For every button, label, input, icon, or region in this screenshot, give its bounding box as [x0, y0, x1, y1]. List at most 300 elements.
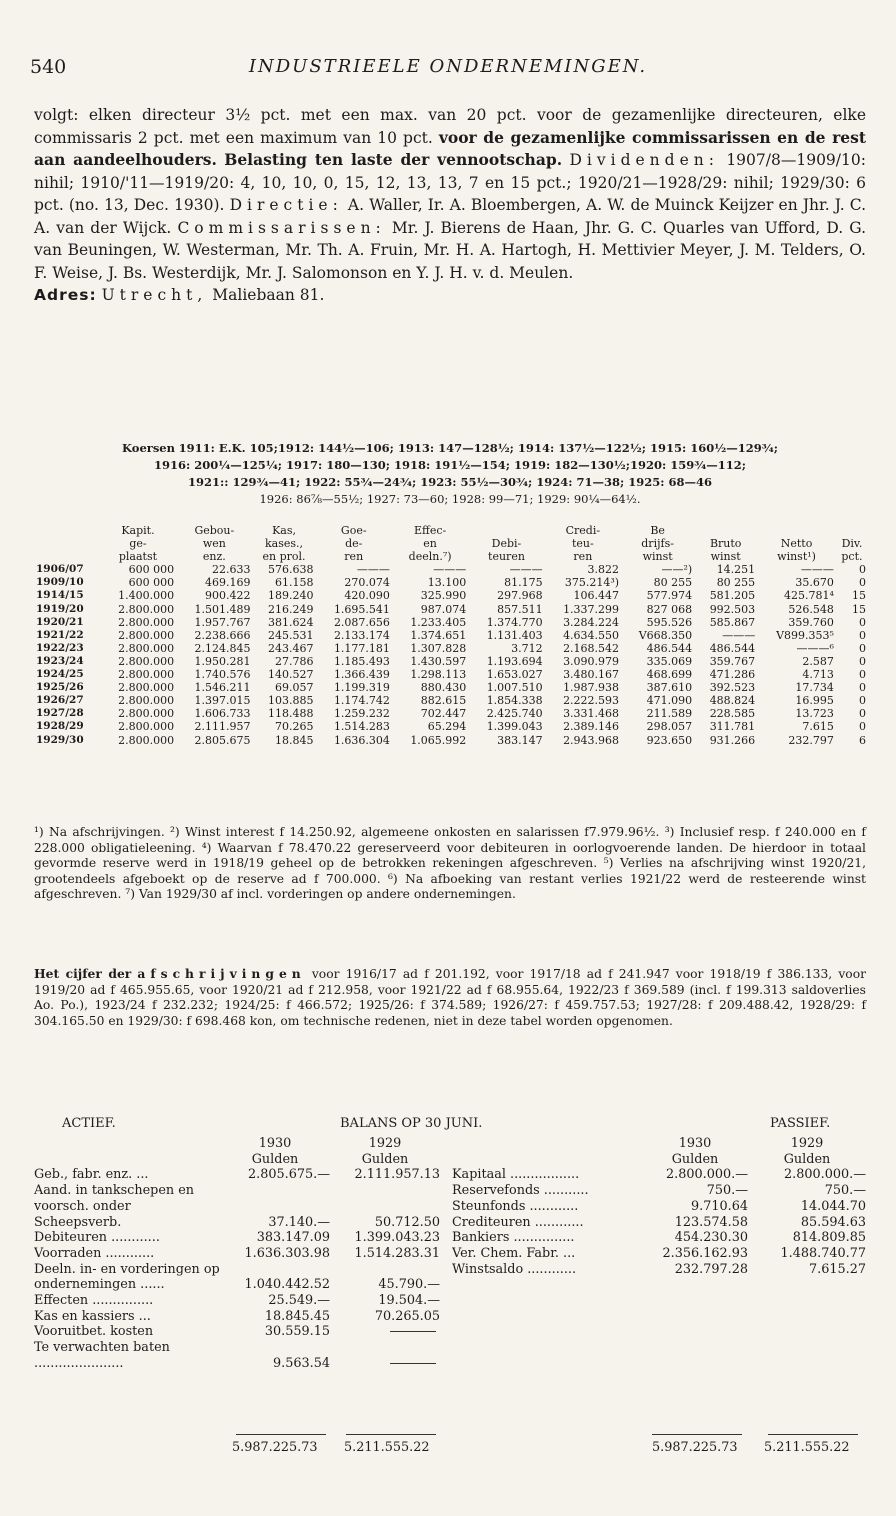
- table-cell: 1.374.770: [486, 615, 543, 629]
- table-cell: 4.713: [802, 668, 834, 682]
- dividenden-text: 1907/8—1909/10: nihil; 1910/'11—1919/20: 4, 10, 10, 0, 15, 12, 13, 13, 7 en 15 pct.; 1920/21—1928/29: nihil; 1929/30: 6 pct. (no. 13, Dec. 1930).: [34, 151, 866, 214]
- dividenden-label: Dividenden:: [569, 151, 719, 169]
- table-header-cell: en: [423, 537, 437, 551]
- table-cell: 2.800.000: [118, 654, 175, 668]
- table-row: [34, 616, 868, 629]
- table-cell: 1.259.232: [333, 707, 390, 721]
- table-cell: 15: [852, 589, 866, 603]
- passief-value-1929: 85.594.63: [800, 1214, 866, 1230]
- actief-year-1929: 1929: [368, 1136, 402, 1151]
- financial-table-body: [34, 563, 868, 746]
- actief-value-1929: 45.790.—: [378, 1277, 440, 1293]
- table-cell: 1.366.439: [333, 668, 390, 682]
- koersen-line-2: 1916: 200¼—125¼; 1917: 180—130; 1918: 191½—154; 1919: 182—130½;1920: 159¾—112;: [153, 458, 747, 472]
- actief-unit-1930: Gulden: [251, 1151, 299, 1167]
- table-cell: 1.131.403: [486, 628, 543, 642]
- table-cell: 2.800.000: [118, 707, 175, 721]
- actief-row: [34, 1293, 440, 1309]
- adres-label: Adres:: [34, 286, 97, 304]
- table-cell: 359.767: [709, 654, 756, 668]
- table-year-cell: 1920/21: [36, 615, 84, 628]
- table-cell: 471.090: [646, 694, 693, 708]
- table-cell: 106.447: [573, 589, 620, 603]
- actief-year-header: [34, 1136, 440, 1152]
- table-cell: 381.624: [268, 615, 314, 629]
- table-row: [34, 694, 868, 707]
- table-cell: 600 000: [128, 563, 175, 577]
- table-row: [34, 655, 868, 668]
- table-cell: 3.090.979: [563, 654, 620, 668]
- actief-year-1930: 1930: [258, 1136, 292, 1151]
- intro-text-3: Belasting ten laste der vennootschap.: [224, 150, 563, 169]
- intro-text-1: volgt: elken directeur 3½ pct. met een max. van 20 pct. voor de gezamenlijke directeuren, elke commissaris 2 pct. met een maximum van 10 pct.: [34, 106, 866, 147]
- passief-row: [452, 1262, 866, 1278]
- passief-label: Ver. Chem. Fabr. ...: [452, 1245, 576, 1261]
- actief-row: [34, 1262, 440, 1293]
- intro-text-2: voor de gezamenlijke commissarissen en de rest aan aandeelhouders.: [34, 127, 866, 169]
- adres-street: Maliebaan 81.: [212, 286, 325, 304]
- table-cell: 375.214³): [564, 576, 620, 590]
- passief-label: Reservefonds ...........: [452, 1183, 589, 1199]
- actief-total-1930: 5.987.225.73: [232, 1440, 318, 1455]
- passief-value-1929: 750.—: [824, 1183, 866, 1199]
- table-header-row: [34, 524, 868, 537]
- table-header-row: [34, 537, 868, 550]
- table-row: [34, 603, 868, 616]
- actief-label: Effecten ...............: [34, 1293, 154, 1309]
- table-cell: 80 255: [716, 576, 756, 590]
- actief-value-1929: [330, 1324, 440, 1340]
- passief-title: PASSIEF.: [770, 1116, 831, 1131]
- table-cell: 702.447: [420, 707, 467, 721]
- passief-row: [452, 1183, 866, 1199]
- afschrijving-rest: voor 1916/17 ad f 201.192, voor 1917/18 ad f 241.947 voor 1918/19 f 386.133, voor 1919/20 ad f 465.955.65, voor 1920/21 ad f 212.958, voor 1921/22 ad f 68.955.64, 1922/23 f 369.589 (incl. f 199.313 saldoverlies Ao. Po.), 1923/24 f 232.232; 1924/25: f 466.572; 1925/26: f 374.589; 1926/27: f 459.757.53; 1927/28: f 209.488.42, 1928/29: f 304.165.50 en 1929/30: f 698.468 kon, om technische redenen, niet in deze tabel worden opgenomen.: [34, 967, 866, 1028]
- table-header-row: [34, 550, 868, 563]
- table-cell: 1.987.938: [563, 681, 620, 695]
- table-cell: 469.169: [205, 576, 251, 590]
- table-cell: 0: [859, 668, 866, 682]
- passief-total-1929: 5.211.555.22: [764, 1440, 850, 1455]
- table-cell: 486.544: [709, 641, 756, 655]
- table-cell: ———: [509, 563, 543, 577]
- directie-label: Directie:: [229, 196, 343, 214]
- table-header-cell: [836, 524, 868, 537]
- table-cell: 987.074: [420, 602, 467, 616]
- passief-value-1930: 454.230.30: [674, 1230, 748, 1246]
- table-cell: 1.397.015: [194, 694, 251, 708]
- table-cell: 1.695.541: [333, 602, 390, 616]
- passief-year-header: [452, 1136, 866, 1152]
- table-cell: 3.822: [587, 563, 620, 577]
- empty-value-dash: [390, 1363, 436, 1364]
- passief-value-1930: 2.800.000.—: [666, 1167, 748, 1183]
- actief-row: [34, 1230, 440, 1246]
- passief-column: [452, 1136, 866, 1277]
- table-cell: 0: [859, 628, 866, 642]
- table-header-cell: deeln.⁷): [408, 550, 452, 564]
- actief-value-1930: 18.845.45: [264, 1308, 330, 1324]
- table-header-cell: winst: [710, 550, 741, 564]
- actief-label: Debiteuren ............: [34, 1230, 160, 1246]
- passief-label: Winstsaldo ............: [452, 1261, 577, 1277]
- table-cell: 0: [859, 654, 866, 668]
- table-cell: 16.995: [795, 694, 834, 708]
- koersen-label: Koersen: [122, 441, 175, 455]
- passief-row: [452, 1167, 866, 1183]
- table-year-cell: 1921/22: [36, 628, 84, 641]
- table-row: [34, 720, 868, 733]
- table-cell: 577.974: [646, 589, 693, 603]
- table-row: [34, 563, 868, 576]
- table-cell: 0: [859, 615, 866, 629]
- table-cell: 2.168.542: [563, 641, 620, 655]
- table-header-cell: enz.: [202, 550, 226, 564]
- table-cell: 27.786: [275, 654, 314, 668]
- table-cell: 923.650: [646, 733, 693, 747]
- table-cell: 1.007.510: [486, 681, 543, 695]
- table-cell: 2.124.845: [194, 641, 251, 655]
- table-cell: 468.699: [646, 668, 693, 682]
- actief-value-1930: 25.549.—: [268, 1293, 330, 1309]
- table-cell: 526.548: [788, 602, 834, 616]
- actief-label: Te verwachten baten ......................: [34, 1340, 170, 1371]
- table-cell: V668.350: [638, 628, 693, 642]
- table-cell: 2.800.000: [118, 681, 175, 695]
- table-cell: 2.800.000: [118, 615, 175, 629]
- table-cell: 65.294: [427, 720, 467, 734]
- table-cell: ———: [356, 563, 390, 577]
- table-header-cell: Be: [650, 524, 665, 537]
- empty-value-dash: [390, 1331, 436, 1332]
- table-cell: 2.425.740: [486, 707, 543, 721]
- actief-value-1930: 1.636.303.98: [244, 1245, 330, 1261]
- table-header-cell: Kapit.: [121, 524, 155, 537]
- table-cell: 18.845: [275, 733, 314, 747]
- table-year-cell: 1914/15: [36, 589, 84, 602]
- table-cell: 931.266: [709, 733, 756, 747]
- table-year-cell: 1922/23: [36, 641, 84, 654]
- table-year-cell: 1925/26: [36, 681, 84, 694]
- table-cell: 2.800.000: [118, 668, 175, 682]
- directie-text: A. Waller, Ir. A. Bloembergen, A. W. de Muinck Keijzer en Jhr. J. C. A. van der Wijck.: [34, 196, 867, 237]
- table-cell: 0: [859, 563, 866, 577]
- table-cell: 1.174.742: [333, 694, 390, 708]
- table-cell: 2.133.174: [333, 628, 390, 642]
- actief-value-1930: 383.147.09: [256, 1230, 330, 1246]
- table-cell: 243.467: [268, 641, 314, 655]
- table-header-cell: Goe-: [340, 524, 367, 537]
- actief-value-1929: 1.514.283.31: [354, 1245, 440, 1261]
- table-cell: 1.337.299: [563, 602, 620, 616]
- table-cell: 17.734: [795, 681, 834, 695]
- running-title: INDUSTRIEELE ONDERNEMINGEN.: [248, 56, 648, 77]
- table-cell: ———: [433, 563, 467, 577]
- actief-total-rule-1929: [346, 1424, 436, 1439]
- table-cell: 2.943.968: [563, 733, 620, 747]
- table-cell: 335.069: [646, 654, 693, 668]
- table-cell: ———: [722, 628, 756, 642]
- table-cell: 1.653.027: [486, 668, 543, 682]
- actief-value-1929: 2.111.957.13: [354, 1167, 440, 1183]
- actief-label: Deeln. in- en vorderingen op ondernemingen ......: [34, 1261, 220, 1293]
- table-header-cell: de-: [345, 537, 363, 551]
- table-header-cell: Credi-: [565, 524, 601, 537]
- table-cell: 1.374.651: [410, 628, 467, 642]
- table-cell: 1.307.828: [410, 641, 467, 655]
- table-cell: 1.065.992: [410, 733, 467, 747]
- passief-label: Kapitaal .................: [452, 1167, 580, 1183]
- table-cell: 2.800.000: [118, 641, 175, 655]
- table-cell: 6: [859, 733, 866, 747]
- table-cell: 2.800.000: [118, 694, 175, 708]
- table-cell: 488.824: [709, 694, 756, 708]
- table-cell: 1.298.113: [410, 668, 467, 682]
- table-cell: 1.546.211: [194, 681, 251, 695]
- table-header-cell: Netto: [780, 537, 813, 551]
- passief-row: [452, 1215, 866, 1231]
- table-cell: 2.389.146: [563, 720, 620, 734]
- actief-value-1930: 30.559.15: [264, 1324, 330, 1340]
- passief-unit-header: [452, 1152, 866, 1168]
- table-cell: 581.205: [709, 589, 756, 603]
- table-year-cell: 1909/10: [36, 576, 84, 589]
- table-cell: 2.800.000: [118, 733, 175, 747]
- table-cell: 13.100: [427, 576, 467, 590]
- table-cell: 2.800.000: [118, 602, 175, 616]
- table-cell: 1.636.304: [333, 733, 390, 747]
- table-header-cell: Div.: [841, 537, 863, 551]
- table-cell: 69.057: [275, 681, 314, 695]
- table-cell: 3.480.167: [563, 668, 620, 682]
- table-cell: 298.057: [646, 720, 693, 734]
- table-header-cell: Debi-: [491, 537, 522, 551]
- table-cell: 270.074: [344, 576, 390, 590]
- table-cell: 1.193.694: [486, 654, 543, 668]
- table-header-cell: [468, 524, 544, 537]
- table-cell: 14.251: [716, 563, 756, 577]
- table-cell: 80 255: [653, 576, 693, 590]
- table-cell: 103.885: [268, 694, 314, 708]
- passief-value-1929: 2.800.000.—: [784, 1167, 866, 1183]
- table-cell: 2.805.675: [194, 733, 251, 747]
- table-cell: 0: [859, 681, 866, 695]
- passief-year-1929: 1929: [790, 1136, 824, 1151]
- table-cell: 118.488: [268, 707, 314, 721]
- passief-value-1930: 232.797.28: [674, 1261, 748, 1277]
- balans-title: BALANS OP 30 JUNI.: [340, 1116, 483, 1131]
- table-cell: 22.633: [212, 563, 251, 577]
- table-cell: 1.430.597: [410, 654, 467, 668]
- table-cell: 857.511: [497, 602, 543, 616]
- table-year-cell: 1929/30: [36, 733, 84, 746]
- table-cell: 600 000: [128, 576, 175, 590]
- passief-value-1930: 9.710.64: [691, 1198, 748, 1214]
- passief-total-1930: 5.987.225.73: [652, 1440, 738, 1455]
- actief-label: Voorraden ............: [34, 1245, 155, 1261]
- actief-rows: [34, 1167, 440, 1371]
- table-cell: 1.233.405: [410, 615, 467, 629]
- passief-unit-1930: Gulden: [671, 1151, 719, 1167]
- table-header-cell: plaatst: [118, 550, 158, 564]
- koersen-line-4: 1926: 86⅞—55½; 1927: 73—60; 1928: 99—71; 1929: 90¼—64½.: [259, 492, 641, 506]
- table-cell: 2.238.666: [194, 628, 251, 642]
- page-number: 540: [30, 56, 67, 78]
- table-cell: 585.867: [709, 615, 756, 629]
- passief-value-1930: 750.—: [706, 1183, 748, 1199]
- footnotes: ¹) Na afschrijvingen. ²) Winst interest f 14.250.92, algemeene onkosten en salarissen f7.979.96½. ³) Inclusief resp. f 240.000 en f 228.000 obligatieleening. ⁴) Waarvan f 78.470.22 gereserveerd voor debiteuren in oorlogvoerende landen. De hierdoor in totaal gevormde reserve werd in 1918/19 geheel op de betrokken rekeningen afgeschreven. ⁵) Verlies na afschrijving winst 1920/21, grootendeels afgeboekt op de reserve ad f 700.000. ⁶) Na afboeking van restant verlies 1921/22 werd de resteerende winst afgeschreven. ⁷) Van 1929/30 af incl. vorderingen op andere ondernemingen.: [34, 825, 866, 902]
- table-cell: 882.615: [420, 694, 467, 708]
- table-cell: 4.634.550: [563, 628, 620, 642]
- actief-column: [34, 1136, 440, 1372]
- table-cell: 2.111.957: [194, 720, 251, 734]
- table-row: [34, 681, 868, 694]
- passief-year-1930: 1930: [678, 1136, 712, 1151]
- table-header-cell: wen: [202, 537, 226, 551]
- commissarissen-label: Commissarissen:: [177, 218, 386, 237]
- actief-value-1930: 9.563.54: [273, 1355, 330, 1371]
- table-cell: 3.712: [511, 641, 543, 655]
- actief-row: [34, 1340, 440, 1371]
- table-cell: 1.501.489: [194, 602, 251, 616]
- actief-value-1930: 1.040.442.52: [244, 1277, 330, 1293]
- actief-value-1929: [330, 1356, 440, 1372]
- commissarissen-text: Mr. J. Bierens de Haan, Jhr. G. C. Quarles van Ufford, D. G. van Beuningen, W. Westerman, Mr. Th. A. Fruin, Mr. H. A. Hartogh, H. Mettivier Meyer, J. M. Telders, O. F. Weise, J. Bs. Westerdijk, Mr. J. Salomonson en Y. J. H. v. d. Meulen.: [34, 218, 867, 282]
- actief-value-1929: 19.504.—: [378, 1293, 440, 1309]
- table-year-cell: 1928/29: [36, 720, 84, 733]
- passief-value-1929: 1.488.740.77: [780, 1245, 866, 1261]
- table-cell: 7.615: [802, 720, 834, 734]
- passief-total-rule-1930: [652, 1424, 742, 1439]
- table-cell: V899.353⁵: [776, 628, 834, 642]
- table-header-cell: en prol.: [262, 550, 306, 564]
- actief-row: [34, 1324, 440, 1340]
- table-cell: 3.284.224: [563, 615, 620, 629]
- passief-unit-1929: Gulden: [783, 1151, 831, 1167]
- table-header-cell: [757, 524, 836, 537]
- passief-value-1930: 2.356.162.93: [662, 1245, 748, 1261]
- financial-table: [34, 524, 868, 747]
- actief-title: ACTIEF.: [62, 1116, 116, 1131]
- table-cell: 392.523: [709, 681, 756, 695]
- adres-city: Utrecht,: [101, 286, 208, 304]
- table-cell: 1.400.000: [118, 589, 175, 603]
- table-cell: 1.399.043: [486, 720, 543, 734]
- actief-row: [34, 1246, 440, 1262]
- passief-row: [452, 1246, 866, 1262]
- koersen-line-1: 1911: E.K. 105;1912: 144½—106; 1913: 147—128½; 1914: 137½—122½; 1915: 160½—129¾;: [178, 441, 778, 455]
- table-row: [34, 707, 868, 720]
- table-header-cell: pct.: [841, 550, 863, 564]
- table-header-cell: winst¹): [777, 550, 816, 564]
- table-header-cell: [34, 537, 100, 550]
- table-row: [34, 629, 868, 642]
- passief-rows: [452, 1167, 866, 1277]
- table-cell: 1.514.283: [333, 720, 390, 734]
- table-cell: 1.950.281: [194, 654, 251, 668]
- table-cell: 3.331.468: [563, 707, 620, 721]
- passief-value-1929: 7.615.27: [809, 1261, 866, 1277]
- table-cell: 325.990: [420, 589, 467, 603]
- table-cell: 61.158: [275, 576, 314, 590]
- koersen-block: [34, 440, 866, 508]
- table-cell: 189.240: [268, 589, 314, 603]
- actief-row: [34, 1183, 440, 1230]
- passief-value-1929: 14.044.70: [800, 1198, 866, 1214]
- afschrijving-lead: Het cijfer der: [34, 966, 132, 981]
- table-cell: 232.797: [788, 733, 834, 747]
- actief-label: Vooruitbet. kosten: [34, 1324, 154, 1340]
- actief-value-1929: 1.399.043.23: [354, 1230, 440, 1246]
- koersen-line-3: 1921:: 129¾—41; 1922: 55¾—24¾; 1923: 55½—30¾; 1924: 71—38; 1925: 68—46: [187, 475, 713, 489]
- table-cell: 2.800.000: [118, 628, 175, 642]
- table-header-cell: teu-: [571, 537, 594, 551]
- table-cell: 420.090: [344, 589, 390, 603]
- balans-title-row: [34, 1116, 866, 1134]
- intro-paragraph: [34, 104, 866, 307]
- financial-table-header: [34, 524, 868, 563]
- table-cell: 216.249: [268, 602, 314, 616]
- table-header-cell: Gebou-: [194, 524, 235, 537]
- table-cell: 486.544: [646, 641, 693, 655]
- table-header-cell: Bruto: [709, 537, 742, 551]
- table-year-cell: 1923/24: [36, 654, 84, 667]
- actief-value-1930: 2.805.675.—: [248, 1167, 330, 1183]
- table-cell: ———⁶: [796, 641, 834, 655]
- passief-row: [452, 1230, 866, 1246]
- actief-total-rule-1930: [236, 1424, 326, 1439]
- table-cell: 383.147: [497, 733, 543, 747]
- table-header-cell: ren: [344, 550, 364, 564]
- table-year-cell: 1927/28: [36, 707, 84, 720]
- afschrijving-paragraph: [34, 966, 866, 1029]
- table-cell: 1.177.181: [333, 641, 390, 655]
- table-header-cell: [34, 524, 100, 537]
- table-cell: 1.740.576: [194, 668, 251, 682]
- actief-label: Kas en kassiers ...: [34, 1308, 151, 1324]
- table-cell: 0: [859, 707, 866, 721]
- afschrijving-spaced: afschrijvingen: [137, 966, 306, 981]
- table-cell: 0: [859, 576, 866, 590]
- table-header-cell: ge-: [129, 537, 147, 551]
- table-header-cell: kases.,: [265, 537, 304, 551]
- table-cell: ———: [800, 563, 834, 577]
- table-row: [34, 668, 868, 681]
- passief-label: Steunfonds ............: [452, 1198, 579, 1214]
- table-cell: 387.610: [646, 681, 693, 695]
- passief-label: Crediteuren ............: [452, 1214, 584, 1230]
- table-cell: 211.589: [646, 707, 693, 721]
- table-cell: 1.199.319: [333, 681, 390, 695]
- table-row: [34, 589, 868, 602]
- table-cell: 471.286: [709, 668, 756, 682]
- table-header-cell: Effec-: [413, 524, 447, 537]
- table-cell: 900.422: [205, 589, 251, 603]
- actief-value-1930: 37.140.—: [268, 1214, 330, 1230]
- table-cell: 228.585: [709, 707, 756, 721]
- actief-unit-1929: Gulden: [361, 1151, 409, 1167]
- table-cell: 297.968: [497, 589, 543, 603]
- table-cell: 0: [859, 694, 866, 708]
- table-year-cell: 1919/20: [36, 602, 84, 615]
- table-header-cell: drijfs-: [641, 537, 674, 551]
- table-cell: 2.800.000: [118, 720, 175, 734]
- table-cell: 15: [852, 602, 866, 616]
- table-cell: 992.503: [709, 602, 756, 616]
- table-cell: 311.781: [709, 720, 756, 734]
- table-cell: 13.723: [795, 707, 834, 721]
- table-header-cell: [694, 524, 757, 537]
- table-cell: ——²): [661, 563, 693, 577]
